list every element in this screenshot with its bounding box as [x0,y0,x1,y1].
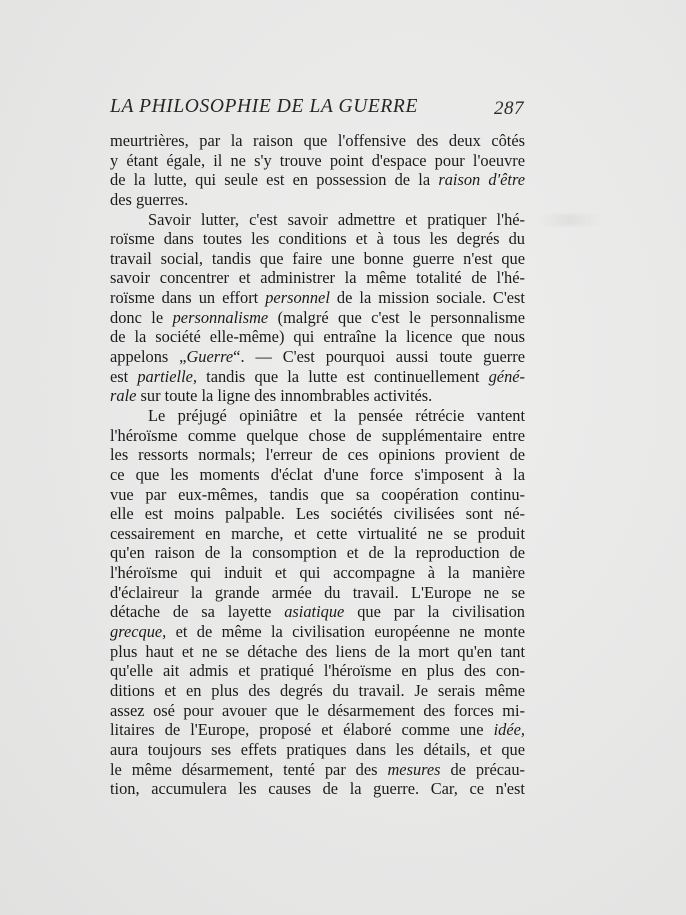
text-line [110,229,525,249]
text-line [110,327,525,347]
italic-phrase: idée, [493,720,525,740]
text-line [110,740,525,760]
text-run: sur toute la ligne des innombrables activités. [136,386,433,406]
running-title: LA PHILOSOPHIE DE LA GUERRE [110,96,418,117]
italic-phrase: personnel [265,288,330,308]
text-run: Savoir lutter, c'est savoir admettre et pratiquer l'hé- [148,209,525,229]
text-run: vue par eux-mêmes, tandis que sa coopération continu- [110,484,525,504]
text-run: ce que les moments d'éclat d'une force s'imposent à la [110,464,525,484]
text-line [110,406,525,426]
text-run: qu'elle ait admis et pratiqué l'héroïsme en plus des con- [110,661,525,681]
italic-phrase: géné- [488,366,525,386]
text-run: Le préjugé opiniâtre et la pensée rétrécie vantent [148,405,525,425]
text-run: assez osé pour avouer que le désarmement des forces mi- [110,700,525,720]
body-text [110,131,525,799]
italic-phrase: rale [110,386,137,406]
text-run: d'éclaireur la grande armée du travail. L'Europe ne se [110,582,525,602]
text-line [110,779,525,799]
text-line [110,308,525,328]
text-line [110,583,525,603]
text-run: est [110,366,138,386]
text-run: le même désarmement, tenté par des [110,759,388,779]
text-line [110,249,525,269]
text-line [110,190,525,210]
text-run: roïsme dans toutes les conditions et à tous les degrés du [110,229,525,249]
text-run: travail social, tandis que faire une bonne guerre n'est que [110,248,525,268]
text-run: et de même la civilisation européenne ne monte [166,622,525,642]
text-line [110,602,525,622]
text-line [110,681,525,701]
text-run: donc le [110,307,173,327]
text-line [110,367,525,387]
text-run: que par la civilisation [344,602,525,622]
text-line [110,288,525,308]
text-line [110,131,525,151]
text-line [110,760,525,780]
text-run: l'héroïsme qui induit et qui accompagne à la manière [110,563,525,583]
text-run: plus haut et ne se détache des liens de la mort qu'en tant [110,641,525,661]
text-run: de la lutte, qui seule est en possession de la [110,170,439,190]
text-run: de la mission sociale. C'est [329,288,525,308]
italic-phrase: mesures [387,759,441,779]
italic-phrase: grecque, [110,622,167,642]
text-run: litaires de l'Europe, proposé et élaboré comme une [110,720,494,740]
text-run: elle est moins palpable. Les sociétés civilisées sont né- [110,504,525,524]
text-run: qu'en raison de la consomption et de la reproduction de [110,543,525,563]
italic-phrase: personnalisme [172,307,269,327]
italic-phrase: Guerre [186,347,234,367]
text-line [110,661,525,681]
text-line [110,445,525,465]
text-line [110,465,525,485]
text-run: détache de sa layette [110,602,285,622]
text-run: appelons „ [110,347,187,367]
text-line [110,268,525,288]
page-number: 287 [494,98,524,119]
text-line [110,622,525,642]
paper-show-through [540,214,600,226]
text-run: de précau- [440,759,525,779]
text-run: roïsme dans un effort [110,288,266,308]
text-run: les ressorts normals; l'erreur de ces opinions provient de [110,445,525,465]
text-line [110,170,525,190]
text-run: l'héroïsme comme quelque chose de supplémentaire entre [110,425,525,445]
text-run: meurtrières, par la raison que l'offensive des deux côtés [110,131,525,150]
italic-phrase: raison d'être [438,170,525,190]
text-line [110,563,525,583]
running-head [110,96,526,120]
text-run: savoir concentrer et administrer la même totalité de l'hé- [110,268,525,288]
text-run: tandis que la lutte est continuellement [197,366,489,386]
text-line [110,426,525,446]
text-run: de la société elle-même) qui entraîne la licence que nous [110,327,525,347]
text-run: ditions et en plus des degrés du travail. Je serais même [110,680,525,700]
italic-phrase: partielle, [137,366,197,386]
text-line [110,347,525,367]
text-line [110,151,525,171]
text-line [110,720,525,740]
text-run: “. — C'est pourquoi aussi toute guerre [233,347,525,367]
text-line [110,701,525,721]
text-line [110,504,525,524]
text-run: y étant égale, il ne s'y trouve point d'espace pour l'oeuvre [110,150,525,170]
text-run: des guerres. [110,189,189,209]
text-line [110,485,525,505]
text-run: (malgré que c'est le personnalisme [268,307,526,327]
text-line [110,386,525,406]
text-line [110,524,525,544]
text-line [110,642,525,662]
text-line [110,543,525,563]
text-run: aura toujours ses effets pratiques dans les détails, et que [110,739,525,759]
text-run: cessairement en marche, et cette virtualité ne se produit [110,523,525,543]
text-line [110,210,525,230]
text-run: tion, accumulera les causes de la guerre. Car, ce n'est [110,779,525,799]
italic-phrase: asiatique [284,602,345,622]
